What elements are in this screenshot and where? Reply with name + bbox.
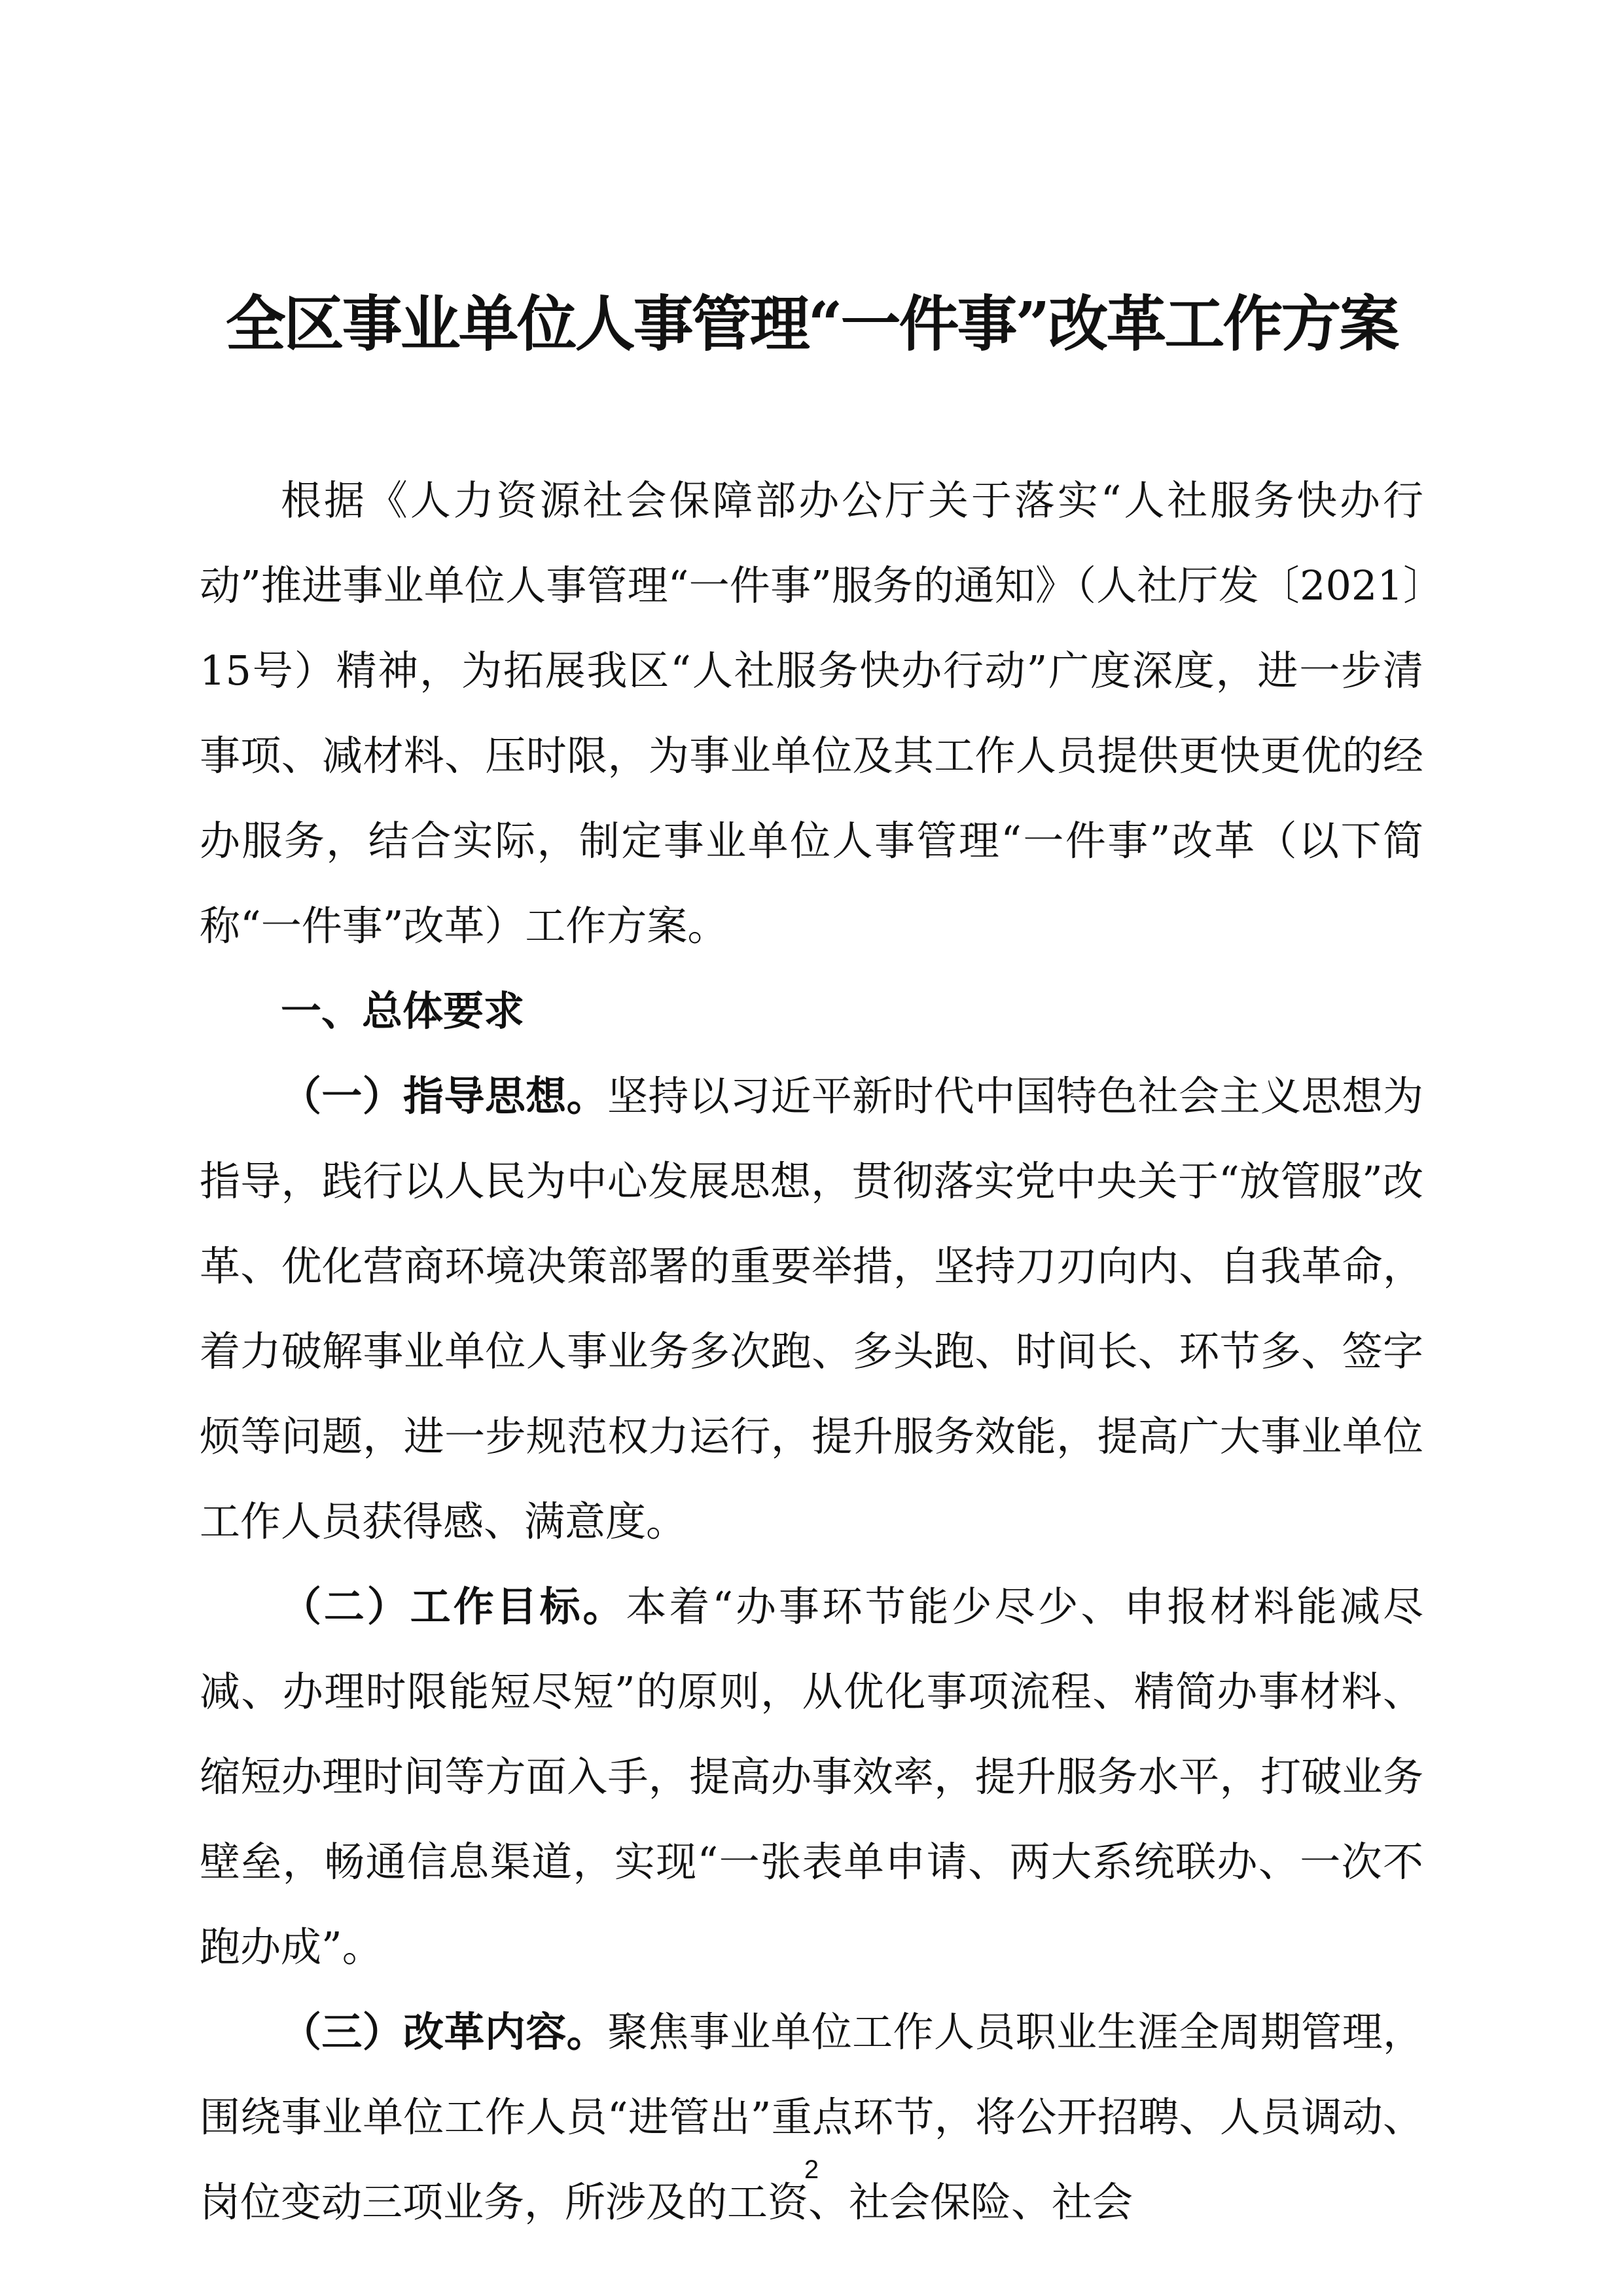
- page-number: 2: [804, 2155, 819, 2184]
- document-title: 全区事业单位人事管理“一件事”改革工作方案: [225, 289, 1398, 359]
- subheading-work-goals: （二）工作目标。: [281, 1583, 626, 1630]
- paragraph-work-goals: [200, 1564, 1423, 1990]
- subheading-guiding-ideology: （一）指导思想。: [281, 1072, 607, 1120]
- text-work-goals: 本着“办事环节能少尽少、申报材料能减尽减、办理时限能短尽短”的原则，从优化事项流程、精简办事材料、缩短办理时间等方面入手，提高办事效率，提升服务水平，打破业务壁垒，畅通信息渠道，实现“一张表单申请、两大系统联办、一次不跑办成”。: [200, 1583, 1423, 1971]
- text-reform-content: 聚焦事业单位工作人员职业生涯全周期管理，围绕事业单位工作人员“进管出”重点环节，将公开招聘、人员调动、岗位变动三项业务，所涉及的工资、社会保险、社会: [200, 2008, 1423, 2226]
- text-guiding-ideology: 坚持以习近平新时代中国特色社会主义思想为指导，践行以人民为中心发展思想，贯彻落实党中央关于“放管服”改革、优化营商环境决策部署的重要举措，坚持刀刃向内、自我革命，着力破解事业单位人事业务多次跑、多头跑、时间长、环节多、签字烦等问题，进一步规范权力运行，提升服务效能，提高广大事业单位工作人员获得感、满意度。: [200, 1072, 1423, 1545]
- paragraph-guiding-ideology: [200, 1054, 1423, 1564]
- subheading-reform-content: （三）改革内容。: [281, 2008, 607, 2056]
- section-heading-overall-requirements: 一、总体要求: [281, 987, 525, 1035]
- intro-paragraph: 根据《人力资源社会保障部办公厅关于落实“人社服务快办行动”推进事业单位人事管理“一件事”服务的通知》（人社厅发〔2021〕15号）精神，为拓展我区“人社服务快办行动”广度深度，进一步清事项、减材料、压时限，为事业单位及其工作人员提供更快更优的经办服务，结合实际，制定事业单位人事管理“一件事”改革（以下简称“一件事”改革）工作方案。: [200, 476, 1423, 950]
- document-body: [200, 458, 1423, 2245]
- paragraph-reform-content: [200, 1990, 1423, 2245]
